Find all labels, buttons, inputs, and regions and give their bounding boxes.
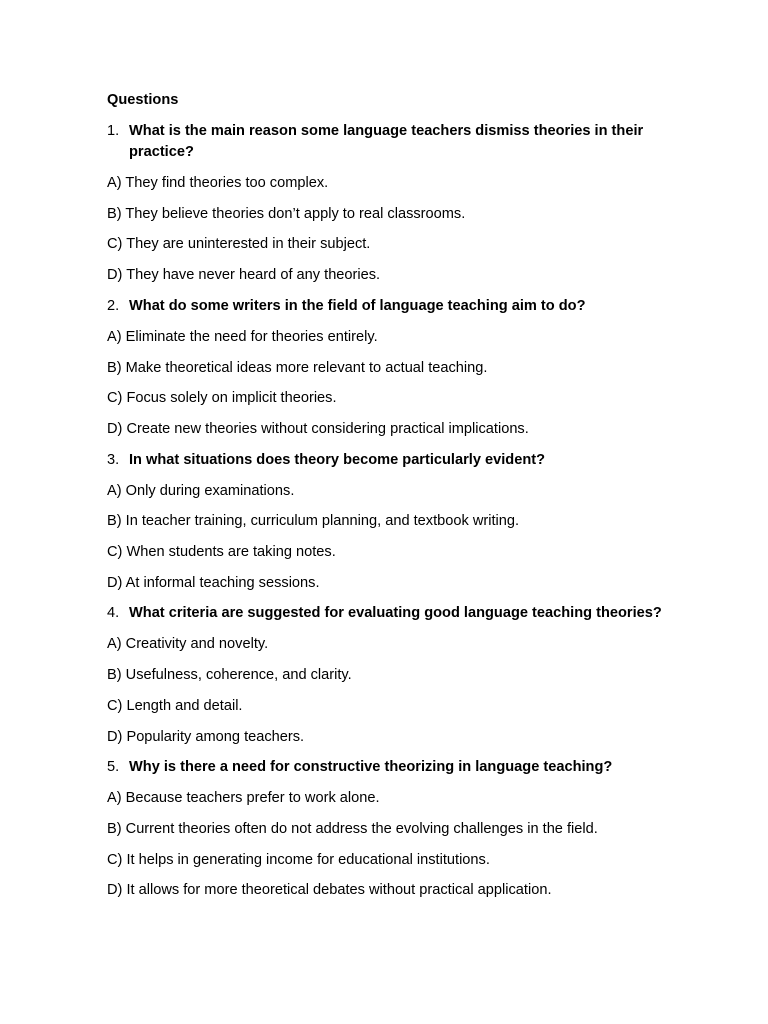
option-5b: B) Current theories often do not address the evolving challenges in the field. — [107, 820, 598, 837]
question-number: 3. — [107, 451, 120, 468]
question-text: What do some writers in the field of language teaching aim to do? — [129, 297, 586, 314]
option-1b: B) They believe theories don’t apply to real classrooms. — [107, 205, 466, 222]
question-text: In what situations does theory become particularly evident? — [129, 451, 546, 468]
option-3b: B) In teacher training, curriculum planning, and textbook writing. — [107, 513, 520, 530]
question-2 — [107, 296, 667, 317]
option-1a: A) They find theories too complex. — [107, 175, 329, 191]
option-4d: D) Popularity among teachers. — [107, 728, 305, 745]
question-4 — [107, 603, 667, 624]
option-3a: A) Only during examinations. — [107, 482, 295, 499]
option-5a: A) Because teachers prefer to work alone. — [107, 790, 380, 807]
document-page — [107, 90, 667, 911]
page-title: Questions — [107, 92, 179, 108]
option-2b: B) Make theoretical ideas more relevant to actual teaching. — [107, 359, 488, 376]
option-2c: C) Focus solely on implicit theories. — [107, 390, 337, 407]
question-text: Why is there a need for constructive theorizing in language teaching? — [129, 759, 613, 776]
option-3c: C) When students are taking notes. — [107, 544, 336, 561]
question-number: 1. — [107, 123, 120, 139]
option-3d: D) At informal teaching sessions. — [107, 574, 320, 591]
question-text: What criteria are suggested for evaluating good language teaching theories? — [129, 605, 662, 622]
option-1d: D) They have never heard of any theories. — [107, 267, 381, 284]
question-number: 2. — [107, 297, 120, 314]
question-5 — [107, 757, 667, 778]
option-2a: A) Eliminate the need for theories entirely. — [107, 328, 378, 345]
question-3 — [107, 450, 667, 471]
question-text: What is the main reason some language teachers dismiss theories in their practice? — [129, 123, 644, 160]
question-1 — [107, 121, 667, 163]
option-4c: C) Length and detail. — [107, 697, 243, 714]
option-5c: C) It helps in generating income for educational institutions. — [107, 851, 490, 868]
option-4b: B) Usefulness, coherence, and clarity. — [107, 667, 352, 684]
option-1c: C) They are uninterested in their subject. — [107, 236, 371, 253]
option-5d: D) It allows for more theoretical debates without practical application. — [107, 882, 552, 899]
question-number: 5. — [107, 759, 120, 776]
option-4a: A) Creativity and novelty. — [107, 636, 269, 653]
option-2d: D) Create new theories without considering practical implications. — [107, 420, 529, 437]
question-number: 4. — [107, 605, 120, 622]
